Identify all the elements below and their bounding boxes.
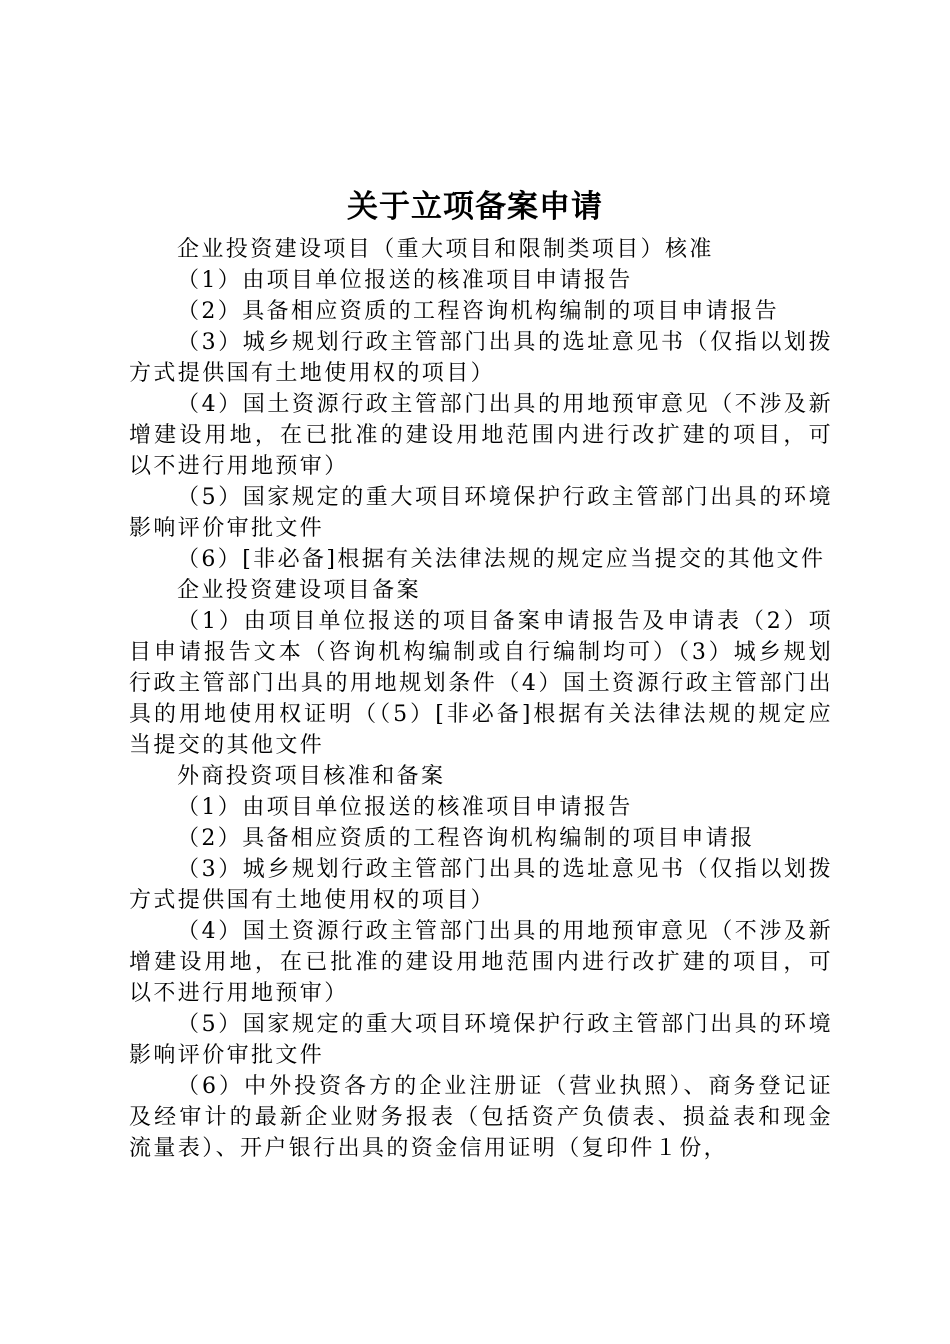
list-item: （1）由项目单位报送的核准项目申请报告 — [177, 795, 633, 820]
list-item: （6）中外投资各方的企业注册证（营业执照）、商务登记证及经审计的最新企业财务报表（包括资产负债表、损益表和现金流量表）、开户银行出具的资金信用证明（复印件１份， — [129, 1074, 833, 1161]
list-item: （3）城乡规划行政主管部门出具的选址意见书（仅指以划拨方式提供国有土地使用权的项目） — [129, 330, 833, 386]
list-item: （1）由项目单位报送的项目备案申请报告及申请表（2）项目申请报告文本（咨询机构编制或自行编制均可）（3）城乡规划行政主管部门出具的用地规划条件（4）国土资源行政主管部门出具的用地使用权证明（（5）[非必备]根据有关法律法规的规定应当提交的其他文件 — [129, 609, 833, 758]
section-heading-approval: 企业投资建设项目（重大项目和限制类项目）核准 — [177, 237, 714, 262]
document-body — [129, 234, 833, 1164]
list-item: （2）具备相应资质的工程咨询机构编制的项目申请报 — [177, 826, 755, 851]
list-item: （6）[非必备]根据有关法律法规的规定应当提交的其他文件 — [177, 547, 826, 572]
section-heading-foreign-investment: 外商投资项目核准和备案 — [177, 764, 446, 789]
list-item: （3）城乡规划行政主管部门出具的选址意见书（仅指以划拨方式提供国有土地使用权的项目） — [129, 857, 833, 913]
list-item: （5）国家规定的重大项目环境保护行政主管部门出具的环境影响评价审批文件 — [129, 1012, 833, 1068]
list-item: （1）由项目单位报送的核准项目申请报告 — [177, 268, 633, 293]
list-item: （2）具备相应资质的工程咨询机构编制的项目申请报告 — [177, 299, 779, 324]
list-item: （4）国土资源行政主管部门出具的用地预审意见（不涉及新增建设用地，在已批准的建设用地范围内进行改扩建的项目，可以不进行用地预审） — [129, 919, 833, 1006]
section-heading-filing: 企业投资建设项目备案 — [177, 578, 422, 603]
document-title: 关于立项备案申请 — [347, 189, 603, 225]
list-item: （4）国土资源行政主管部门出具的用地预审意见（不涉及新增建设用地，在已批准的建设用地范围内进行改扩建的项目，可以不进行用地预审） — [129, 392, 833, 479]
list-item: （5）国家规定的重大项目环境保护行政主管部门出具的环境影响评价审批文件 — [129, 485, 833, 541]
